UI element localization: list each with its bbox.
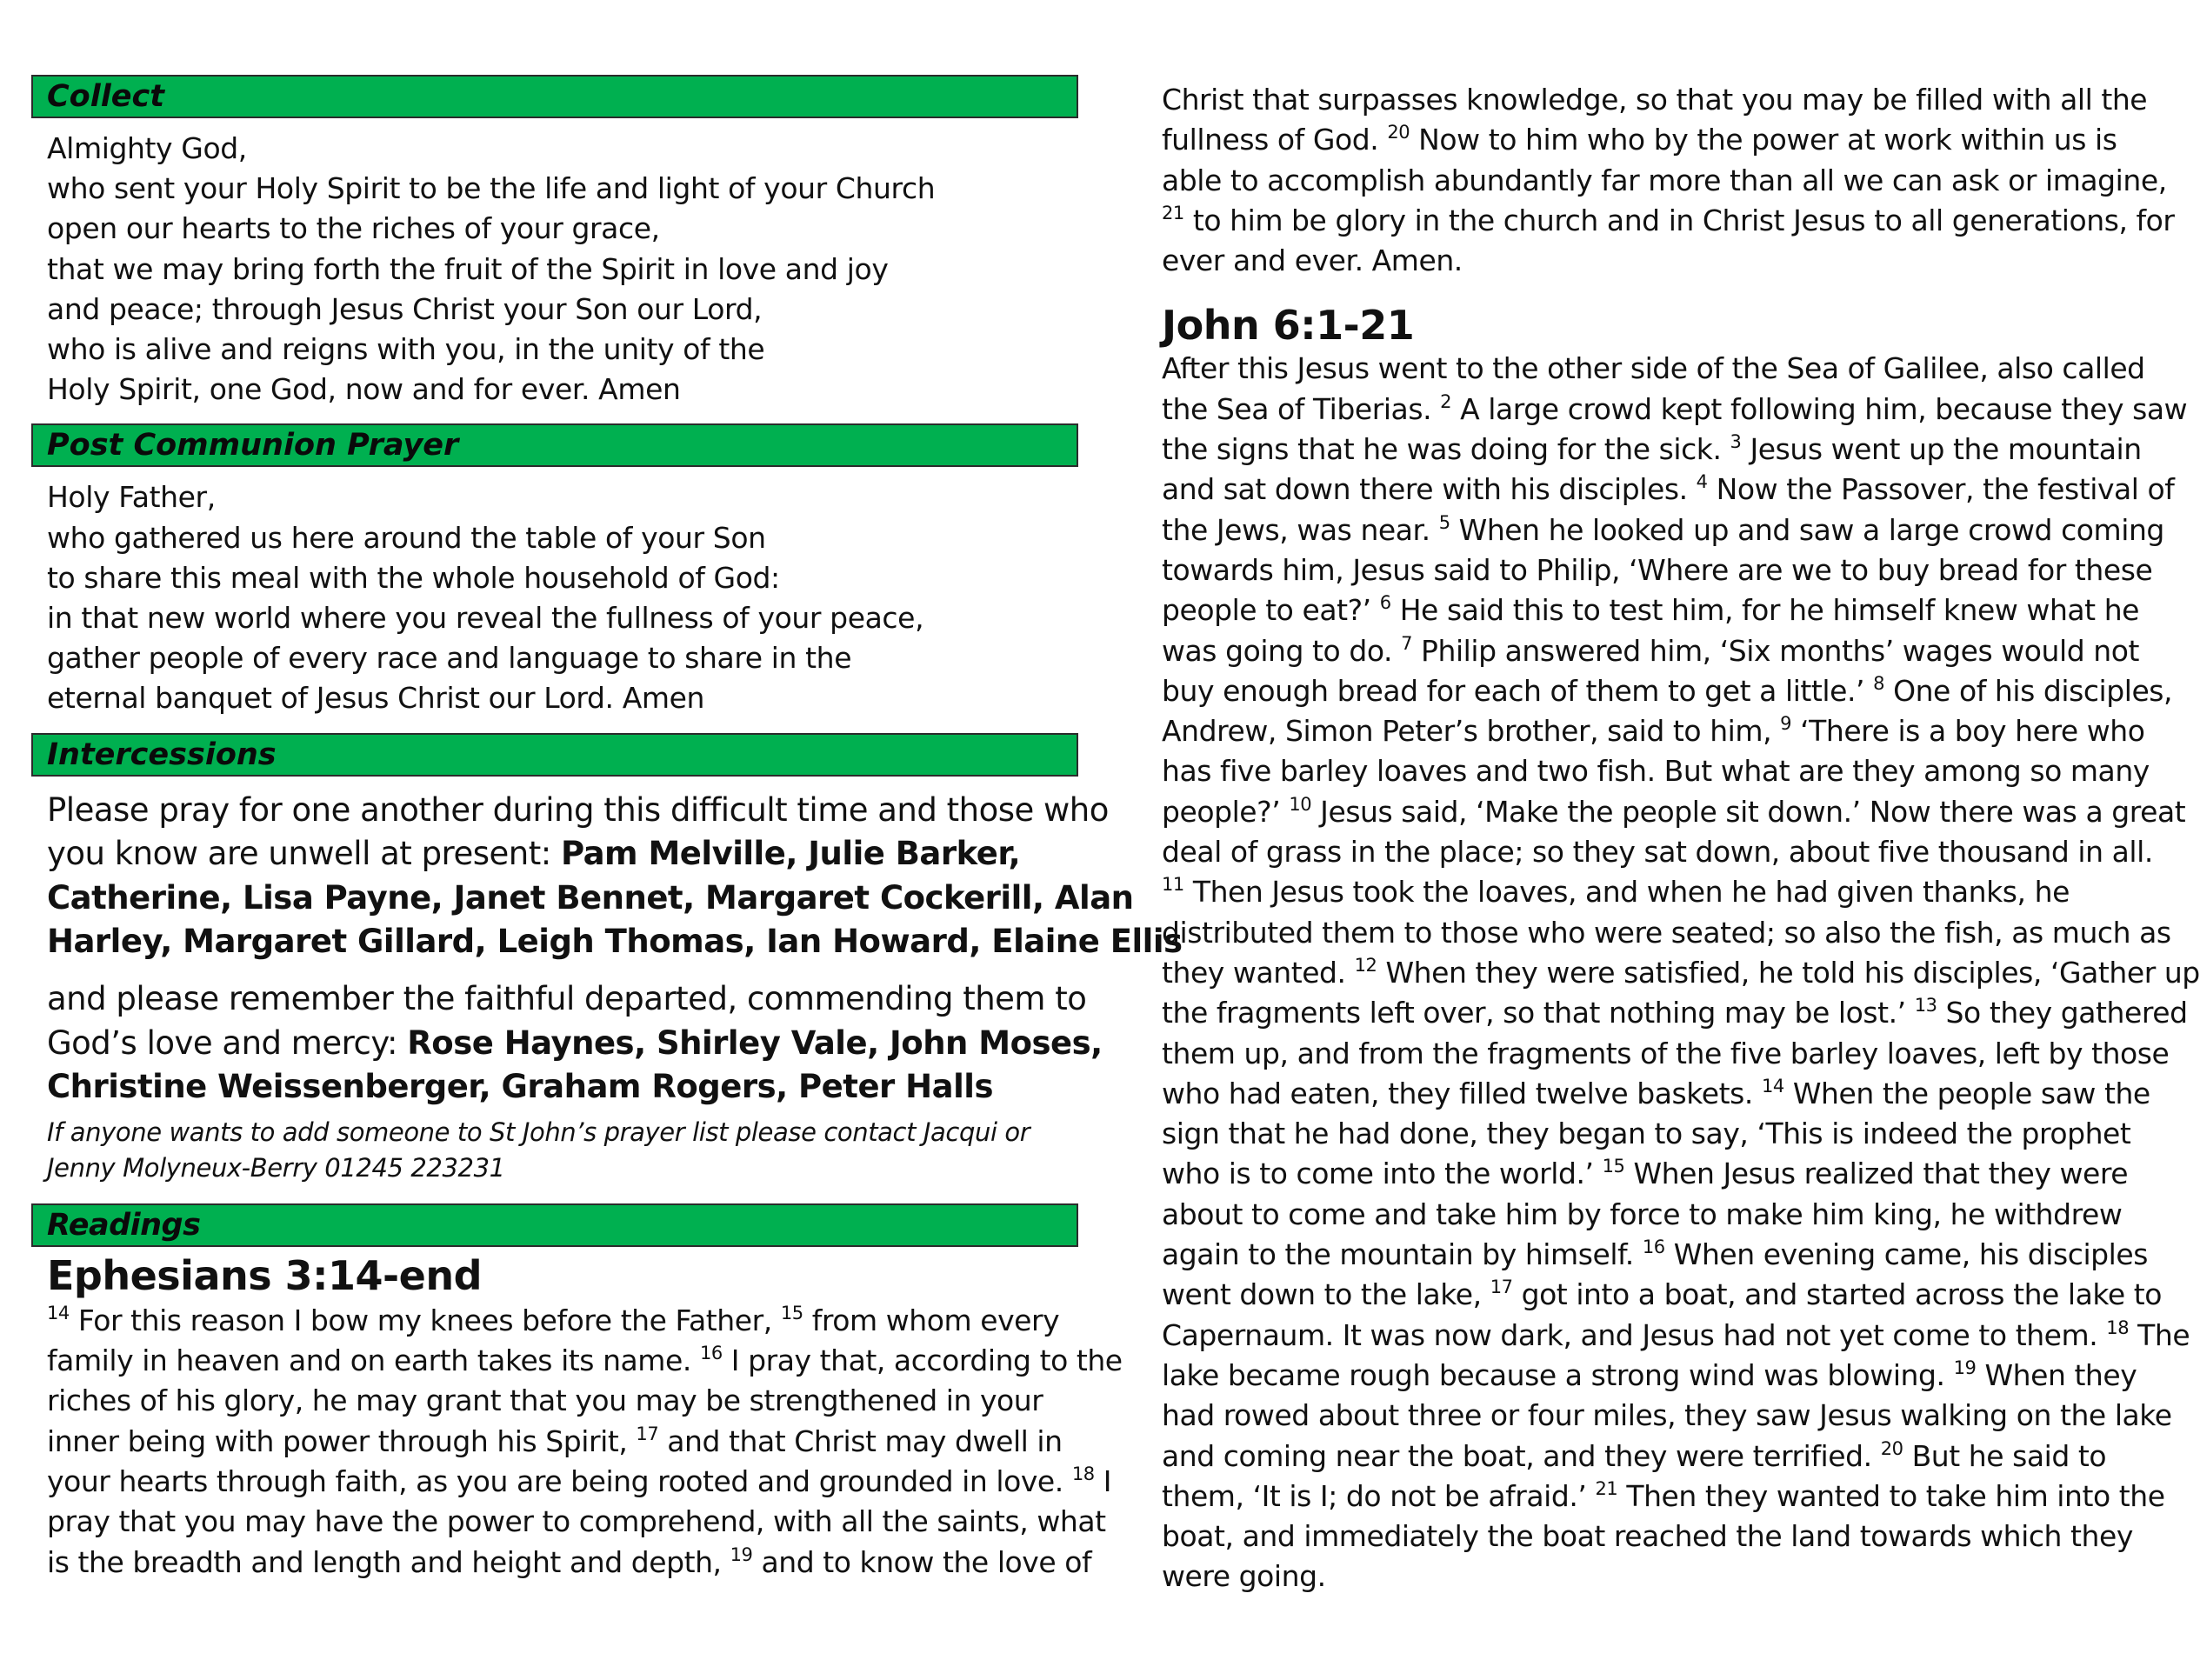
verse-line <box>1162 1477 2165 1517</box>
verse-number: 17 <box>636 1423 659 1444</box>
verse-number: 13 <box>1914 995 1937 1017</box>
verse-text: the Jews, was near. <box>1162 512 1439 547</box>
verse-number: 14 <box>47 1302 70 1323</box>
collect-line: that we may bring forth the fruit of the Spirit in love and joy <box>47 251 889 286</box>
verse-line <box>1162 201 2175 241</box>
verse-text: distributed them to those who were seated; so also the fish, as much as <box>1162 915 2171 950</box>
names-run: Christine Weissenberger, Graham Rogers, Peter Halls <box>47 1068 994 1106</box>
verse-text: your hearts through faith, as you are being rooted and grounded in love. <box>47 1463 1072 1498</box>
verse-text: got into a boat, and started across the lake to <box>1512 1277 2163 1312</box>
verse-text: When evening came, his disciples <box>1664 1237 2148 1272</box>
verse-text: from whom every <box>803 1303 1060 1337</box>
departed-line <box>47 1065 1078 1110</box>
verse-text: deal of grass in the place; so they sat down, about five thousand in all. <box>1162 835 2153 870</box>
verse-text: buy enough bread for each of them to get a little.’ <box>1162 673 1874 708</box>
verse-text: who is to come into the world.’ <box>1162 1157 1603 1191</box>
verse-text: But he said to <box>1903 1438 2107 1473</box>
post-communion-line: who gathered us here around the table of your Son <box>47 520 766 555</box>
verse-text: Now to him who by the power at work within us is <box>1410 123 2117 157</box>
verse-text: who had eaten, they filled twelve baskets. <box>1162 1076 1762 1110</box>
verse-text: pray that you may have the power to comprehend, with all the saints, what <box>47 1504 1106 1539</box>
collect-line: open our hearts to the riches of your grace, <box>47 211 660 246</box>
verse-number: 4 <box>1696 471 1708 493</box>
collect-line: Almighty God, <box>47 131 247 165</box>
verse-text: again to the mountain by himself. <box>1162 1237 1643 1272</box>
verse-text: they wanted. <box>1162 955 1355 990</box>
verse-line <box>47 1381 1078 1421</box>
verse-line <box>47 1502 1106 1542</box>
verse-number: 18 <box>1071 1463 1095 1484</box>
verse-number: 3 <box>1730 431 1742 453</box>
john-text <box>1162 349 2200 1597</box>
ephesians-title: Ephesians 3:14-end <box>47 1251 483 1299</box>
verse-line <box>1162 161 2167 201</box>
verse-text: were going. <box>1162 1559 1326 1594</box>
verse-number: 17 <box>1490 1277 1513 1298</box>
verse-text: lake became rough because a strong wind was blowing. <box>1162 1357 1954 1392</box>
verse-line <box>1162 792 2186 832</box>
verse-text: ever and ever. Amen. <box>1162 243 1463 278</box>
verse-line <box>1162 1517 2146 1557</box>
verse-number: 11 <box>1162 874 1184 896</box>
names-run: Pam Melville, Julie Barker, <box>560 835 1021 873</box>
verse-line <box>1162 1114 2146 1154</box>
verse-text: them up, and from the fragments of the five barley loaves, left by those <box>1162 1036 2170 1070</box>
verse-line <box>1162 631 2146 671</box>
verse-line <box>47 1341 1123 1381</box>
verse-text: When the people saw the <box>1783 1076 2150 1110</box>
verse-line <box>1162 120 2146 160</box>
verse-line <box>1162 872 2146 912</box>
verse-text: I pray that, according to the <box>722 1343 1123 1378</box>
verse-number: 19 <box>730 1543 753 1565</box>
verse-text: the fragments left over, so that nothing may be lost.’ <box>1162 996 1915 1030</box>
verse-text: the Sea of Tiberias. <box>1162 391 1441 426</box>
verse-text: When he looked up and saw a large crowd coming <box>1450 512 2164 547</box>
verse-number: 16 <box>699 1343 723 1364</box>
verse-text: He said this to test him, for he himself knew what he <box>1390 593 2140 628</box>
verse-text: Capernaum. It was now dark, and Jesus had not yet come to them. <box>1162 1317 2107 1352</box>
verse-number: 5 <box>1438 511 1450 533</box>
verse-text: and that Christ may dwell in <box>658 1423 1063 1458</box>
verse-number: 6 <box>1379 592 1391 614</box>
verse-text: For this reason I bow my knees before the Father, <box>69 1303 781 1337</box>
verse-text: When they were satisfied, he told his disciples, ‘Gather up <box>1377 955 2200 990</box>
verse-text: riches of his glory, he may grant that you may be strengthened in your <box>47 1383 1043 1418</box>
text-run: you know are unwell at present: <box>47 835 561 873</box>
verse-line <box>1162 470 2175 510</box>
verse-number: 15 <box>780 1302 803 1323</box>
verse-number: 21 <box>1162 202 1184 223</box>
verse-text: Then they wanted to take him into the <box>1617 1478 2165 1513</box>
verse-number: 20 <box>1880 1437 1903 1459</box>
verse-line <box>1162 993 2188 1033</box>
verse-line <box>1162 590 2146 630</box>
verse-text: Christ that surpasses knowledge, so that you may be filled with all the <box>1162 83 2148 117</box>
verse-text: One of his disciples, <box>1884 673 2173 708</box>
unwell-line <box>47 877 1134 921</box>
verse-line <box>47 1422 1078 1462</box>
verse-number: 12 <box>1354 954 1377 976</box>
verse-number: 10 <box>1289 793 1312 815</box>
verse-line <box>1162 550 2153 590</box>
collect-line: who is alive and reigns with you, in the unity of the <box>47 332 765 367</box>
verse-number: 21 <box>1595 1477 1618 1499</box>
right-column <box>1162 80 2200 1597</box>
names-run: Harley, Margaret Gillard, Leigh Thomas, Ian Howard, Elaine Ellis <box>47 923 1183 961</box>
verse-text: boat, and immediately the boat reached the land towards which they <box>1162 1519 2133 1554</box>
verse-text: people?’ <box>1162 794 1290 829</box>
collect-line: and peace; through Jesus Christ your Son our Lord, <box>47 291 763 326</box>
ephesians-text <box>31 1301 1123 1583</box>
verse-line <box>1162 1154 2146 1194</box>
departed-line <box>47 1022 1103 1066</box>
verse-text: and coming near the boat, and they were terrified. <box>1162 1438 1881 1473</box>
unwell-line <box>47 920 1183 964</box>
verse-line <box>1162 510 2164 550</box>
verse-line <box>47 1301 1078 1341</box>
verse-line <box>1162 80 2146 120</box>
verse-text: When they <box>1976 1357 2137 1392</box>
verse-number: 7 <box>1401 632 1412 654</box>
verse-text: went down to the lake, <box>1162 1277 1490 1312</box>
verse-line <box>1162 1275 2163 1315</box>
verse-text: the signs that he was doing for the sick. <box>1162 432 1730 467</box>
note-line: Jenny Molyneux-Berry 01245 223231 <box>47 1152 505 1183</box>
verse-line <box>1162 1074 2150 1114</box>
verse-text: about to come and take him by force to make him king, he withdrew <box>1162 1197 2123 1231</box>
verse-line <box>1162 1034 2170 1074</box>
verse-number: 20 <box>1387 122 1410 143</box>
verse-text: ‘There is a boy here who <box>1791 714 2145 749</box>
verse-line <box>1162 1316 2190 1356</box>
verse-line <box>1162 913 2171 953</box>
verse-text: fullness of God. <box>1162 123 1388 157</box>
collect-text <box>31 129 1078 410</box>
verse-text: is the breadth and length and height and depth, <box>47 1544 730 1579</box>
verse-number: 16 <box>1642 1237 1665 1258</box>
verse-text: Jesus went up the mountain <box>1741 432 2142 467</box>
verse-line <box>1162 349 2146 389</box>
verse-number: 8 <box>1873 672 1885 694</box>
verse-text: inner being with power through his Spirit, <box>47 1423 637 1458</box>
text-run: God’s love and mercy: <box>47 1023 408 1062</box>
collect-heading: Collect <box>31 75 1078 118</box>
collect-line: who sent your Holy Spirit to be the life and light of your Church <box>47 171 936 206</box>
verse-text: to him be glory in the church and in Christ Jesus to all generations, for <box>1183 203 2175 237</box>
verse-number: 18 <box>2106 1317 2130 1338</box>
verse-line <box>1162 832 2153 872</box>
verse-text: Andrew, Simon Peter’s brother, said to him, <box>1162 714 1781 749</box>
verse-text: When Jesus realized that they were <box>1624 1157 2129 1191</box>
verse-line <box>1162 390 2188 430</box>
verse-line <box>1162 1396 2172 1436</box>
verse-line <box>1162 1235 2146 1275</box>
verse-text: and sat down there with his disciples. <box>1162 472 1697 507</box>
unwell-line <box>47 832 1078 877</box>
verse-line <box>1162 1356 2146 1396</box>
prayer-list-note <box>31 1115 1078 1186</box>
intercessions-heading: Intercessions <box>31 733 1078 777</box>
text-run: Please pray for one another during this difficult time and those who <box>47 790 1109 829</box>
post-communion-line: in that new world where you reveal the fullness of your peace, <box>47 601 924 636</box>
post-communion-line: to share this meal with the whole household of God: <box>47 560 780 595</box>
verse-text: Jesus said, ‘Make the people sit down.’ Now there was a great <box>1311 794 2186 829</box>
verse-text: Then Jesus took the loaves, and when he had given thanks, he <box>1183 875 2070 910</box>
collect-line: Holy Spirit, one God, now and for ever. Amen <box>47 372 681 407</box>
post-communion-text <box>31 477 1078 718</box>
verse-line <box>1162 430 2146 470</box>
readings-heading: Readings <box>31 1203 1078 1247</box>
names-run: Catherine, Lisa Payne, Janet Bennet, Margaret Cockerill, Alan <box>47 878 1134 917</box>
verse-number: 19 <box>1953 1357 1977 1378</box>
verse-number: 2 <box>1440 390 1452 412</box>
verse-text: Now the Passover, the festival of <box>1707 472 2175 507</box>
verse-line <box>1162 711 2146 751</box>
verse-text: has five barley loaves and two fish. But what are they among so many <box>1162 754 2150 789</box>
verse-line <box>1162 953 2200 993</box>
departed-line <box>47 977 1087 1022</box>
verse-line <box>1162 241 2146 281</box>
post-communion-line: gather people of every race and language to share in the <box>47 641 852 676</box>
verse-text: and to know the love of <box>752 1544 1092 1579</box>
verse-text: A large crowd kept following him, because they saw <box>1451 391 2188 426</box>
verse-text: able to accomplish abundantly far more than all we can ask or imagine, <box>1162 163 2167 197</box>
post-communion-line: eternal banquet of Jesus Christ our Lord. Amen <box>47 681 705 716</box>
verse-line <box>1162 1437 2146 1477</box>
verse-text: them, ‘It is I; do not be afraid.’ <box>1162 1478 1596 1513</box>
verse-text: had rowed about three or four miles, they saw Jesus walking on the lake <box>1162 1398 2172 1433</box>
verse-line <box>1162 671 2173 711</box>
verse-number: 15 <box>1602 1156 1625 1177</box>
verse-text: So they gathered <box>1937 996 2188 1030</box>
verse-line <box>47 1462 1111 1502</box>
verse-text: I <box>1094 1463 1111 1498</box>
verse-line <box>1162 1557 2146 1597</box>
verse-text: Philip answered him, ‘Six months’ wages would not <box>1411 633 2139 668</box>
names-run: Rose Haynes, Shirley Vale, John Moses, <box>407 1023 1103 1062</box>
verse-text: After this Jesus went to the other side of the Sea of Galilee, also called <box>1162 351 2145 386</box>
verse-text: towards him, Jesus said to Philip, ‘Where are we to buy bread for these <box>1162 552 2153 587</box>
verse-line <box>47 1543 1092 1583</box>
departed-list <box>31 977 1103 1110</box>
post-communion-heading: Post Communion Prayer <box>31 423 1078 467</box>
note-line: If anyone wants to add someone to St John’s prayer list please contact Jacqui or <box>47 1117 1030 1147</box>
verse-number: 9 <box>1780 713 1792 735</box>
text-run: and please remember the faithful departed, commending them to <box>47 980 1087 1018</box>
verse-text: family in heaven and on earth takes its name. <box>47 1343 700 1378</box>
verse-line <box>1162 751 2150 791</box>
verse-text: people to eat?’ <box>1162 593 1380 628</box>
verse-text: was going to do. <box>1162 633 1402 668</box>
ephesians-continued-text <box>1162 80 2175 281</box>
verse-text: sign that he had done, they began to say, ‘This is indeed the prophet <box>1162 1117 2131 1151</box>
john-title: John 6:1-21 <box>1162 302 1415 350</box>
verse-number: 14 <box>1761 1075 1784 1097</box>
unwell-line <box>47 789 1109 833</box>
verse-line <box>1162 1195 2146 1235</box>
verse-text: The <box>2129 1317 2190 1352</box>
post-communion-line: Holy Father, <box>47 480 216 515</box>
